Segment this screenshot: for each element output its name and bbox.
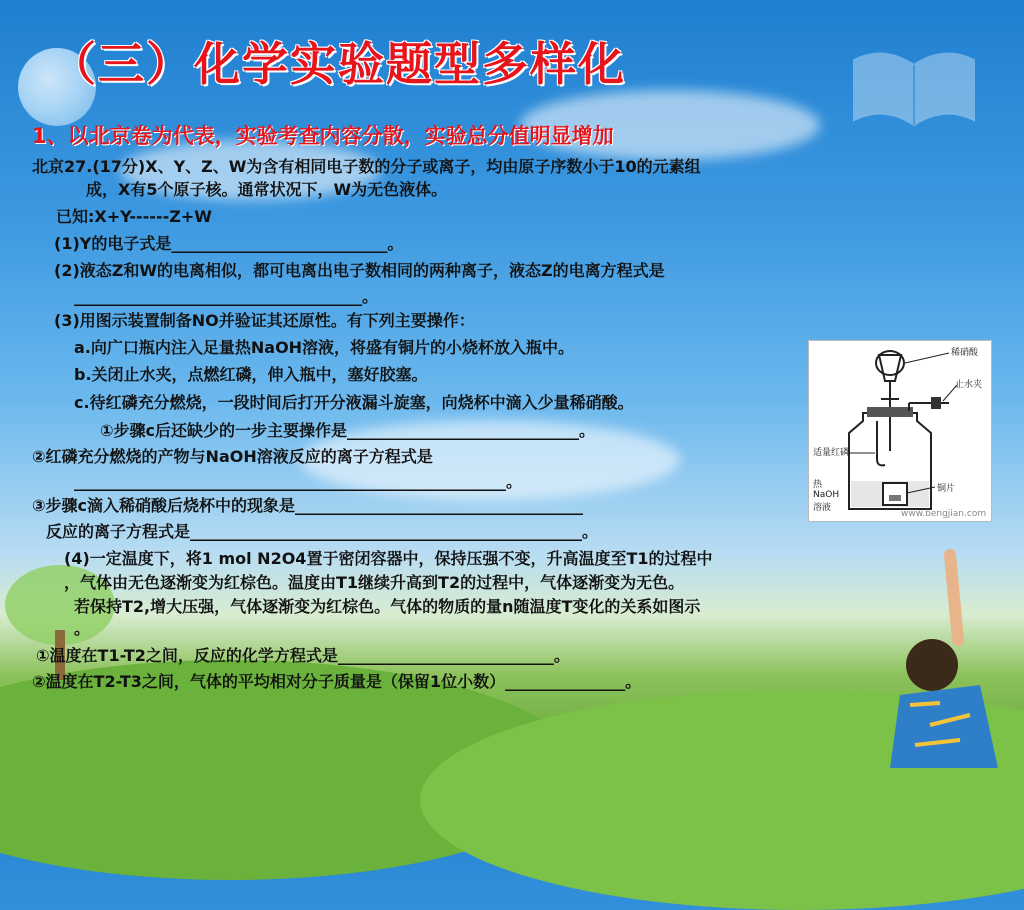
book-icon bbox=[844, 40, 984, 130]
question-line: (1)Y的电子式是___________________________。 bbox=[54, 234, 404, 253]
question-line: ____________________________________。 bbox=[74, 287, 379, 306]
label-clamp: 止水夹 bbox=[955, 380, 983, 390]
question-line: (2)液态Z和W的电离相似，都可电离出电子数相同的两种离子，液态Z的电离方程式是 bbox=[54, 261, 665, 280]
question-line: ______________________________________________________。 bbox=[74, 472, 523, 491]
question-line: ①温度在T1-T2之间，反应的化学方程式是___________________________。 bbox=[36, 646, 570, 665]
question-line: 成，X有5个原子核。通常状况下，W为无色液体。 bbox=[86, 180, 448, 199]
question-line: ③步骤c滴入稀硝酸后烧杯中的现象是____________________________________ bbox=[32, 496, 584, 515]
label-copper: 铜片 bbox=[937, 484, 956, 494]
question-line: 北京27.(17分)X、Y、Z、W为含有相同电子数的分子或离子，均由原子序数小于10的元素组 bbox=[32, 157, 701, 176]
question-line: c.待红磷充分燃烧，一段时间后打开分液漏斗旋塞，向烧杯中滴入少量稀硝酸。 bbox=[74, 393, 634, 412]
question-line: (3)用图示装置制备NO并验证其还原性。有下列主要操作： bbox=[54, 311, 475, 330]
question-line: 。 bbox=[74, 619, 91, 638]
boy-illustration-icon bbox=[880, 545, 1020, 768]
watermark: www.bengjian.com bbox=[901, 509, 987, 519]
question-line: a.向广口瓶内注入足量热NaOH溶液，将盛有铜片的小烧杯放入瓶中。 bbox=[74, 338, 575, 357]
question-line: 反应的离子方程式是_________________________________________________。 bbox=[46, 522, 599, 541]
question-line: ②温度在T2-T3之间，气体的平均相对分子质量是（保留1位小数）_______________。 bbox=[32, 672, 642, 691]
section-heading: 1、以北京卷为代表，实验考查内容分散，实验总分值明显增加 bbox=[32, 124, 614, 148]
question-line: 已知:X+Y------Z+W bbox=[56, 207, 212, 226]
label-naoh: 热 NaOH 溶液 bbox=[813, 480, 840, 513]
question-line: (4)一定温度下，将1 mol N2O4置于密闭容器中，保持压强不变，升高温度至T1的过程中 bbox=[64, 549, 713, 568]
question-line: 若保持T2,增大压强，气体逐渐变为红棕色。气体的物质的量n随温度T变化的关系如图示 bbox=[74, 597, 701, 616]
question-line: ②红磷充分燃烧的产物与NaOH溶液反应的离子方程式是 bbox=[32, 447, 433, 466]
question-line: ①步骤c后还缺少的一步主要操作是_____________________________。 bbox=[100, 421, 596, 440]
label-acid: 稀硝酸 bbox=[951, 348, 979, 358]
question-line: b.关闭止水夹，点燃红磷，伸入瓶中，塞好胶塞。 bbox=[74, 365, 428, 384]
question-line: ，气体由无色逐渐变为红棕色。温度由T1继续升高到T2的过程中，气体逐渐变为无色。 bbox=[64, 573, 685, 592]
label-phosphorus: 适量红磷 bbox=[813, 448, 850, 458]
apparatus-figure bbox=[808, 340, 992, 522]
page-title: （三）化学实验题型多样化 bbox=[50, 37, 626, 91]
